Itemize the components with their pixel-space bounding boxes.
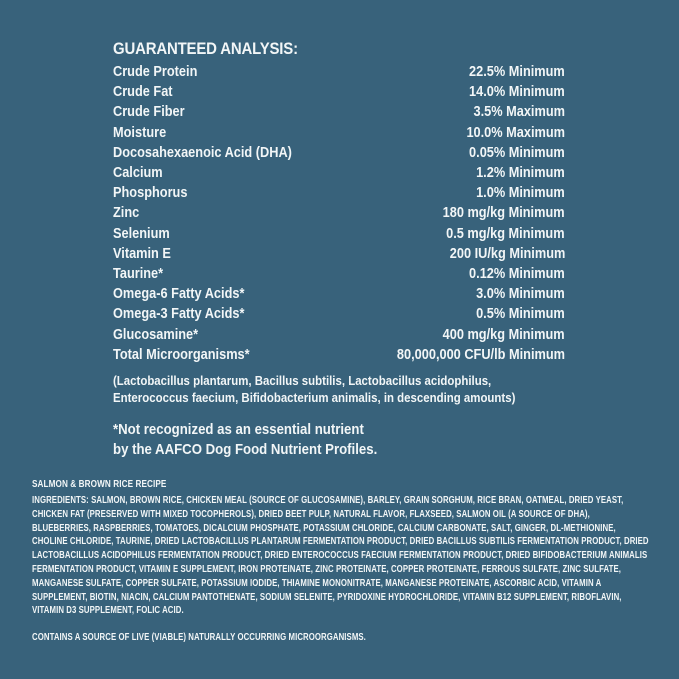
guaranteed-analysis-title-text: GUARANTEED ANALYSIS: (113, 39, 298, 58)
nutrient-name: Crude Fiber (113, 104, 185, 121)
nutrient-value: 200 IU/kg Minimum (449, 245, 565, 262)
contains-note: CONTAINS A SOURCE OF LIVE (VIABLE) NATURALLY OCCURRING MICROORGANISMS. (32, 632, 366, 644)
aafco-footnote (113, 420, 565, 460)
nutrient-name: Calcium (113, 165, 163, 182)
nutrient-value: 14.0% Minimum (469, 84, 565, 101)
nutrient-name: Taurine* (113, 265, 164, 282)
nutrient-value: 80,000,000 CFU/lb Minimum (396, 346, 565, 363)
nutrient-value: 10.0% Maximum (466, 124, 565, 141)
guaranteed-analysis-section (113, 39, 565, 460)
nutrient-value: 3.0% Minimum (476, 286, 565, 303)
nutrient-name: Omega-6 Fatty Acids* (113, 286, 245, 303)
nutrient-name: Moisture (113, 124, 167, 141)
analysis-row (113, 345, 565, 365)
nutrient-name: Docosahexaenoic Acid (DHA) (113, 144, 292, 161)
ingredients-text: SALMON, BROWN RICE, CHICKEN MEAL (SOURCE OF GLUCOSAMINE), BARLEY, GRAIN SORGHUM, RICE BRAN, OATMEAL, DRIED YEAST, CHICKEN FAT (PRESERVED WITH MIXED TOCOPHEROLS), DRIED BEET PULP, NATURAL FLAVOR, FLAXSEED, SALMON OIL (A SOURCE OF DHA), BLUEBERRIES, RASPBERRIES, TOMATOES, DICALCIUM PHOSPHATE, POTASSIUM CHLORIDE, CALCIUM CARBONATE, SALT, GINGER, DL-METHIONINE, CHOLINE CHLORIDE, TAURINE, DRIED LACTOBACILLUS PLANTARUM FERMENTATION PRODUCT, DRIED BACILLUS SUBTILIS FERMENTATION PRODUCT, DRIED LACTOBACILLUS ACIDOPHILUS FERMENTATION PRODUCT, DRIED ENTEROCOCCUS FAECIUM FERMENTATION PRODUCT, DRIED BIFIDOBACTERIUM ANIMALIS FERMENTATION PRODUCT, VITAMIN E SUPPLEMENT, IRON PROTEINATE, ZINC PROTEINATE, COPPER PROTEINATE, FERROUS SULFATE, ZINC SULFATE, MANGANESE SULFATE, COPPER SULFATE, POTASSIUM IODIDE, THIAMINE MONONITRATE, MANGANESE PROTEINATE, ASCORBIC ACID, VITAMIN A SUPPLEMENT, BIOTIN, NIACIN, CALCIUM PANTOTHENATE, SODIUM SELENITE, PYRIDOXINE HYDROCHLORIDE, VITAMIN B12 SUPPLEMENT, RIBOFLAVIN, VITAMIN D3 SUPPLEMENT, FOLIC ACID. (32, 495, 649, 617)
microorganisms-note-text: Enterococcus faecium, Bifidobacterium animalis, in descending amounts) (113, 389, 516, 405)
analysis-row (113, 284, 565, 304)
analysis-row (113, 143, 565, 163)
analysis-row (113, 123, 565, 143)
nutrient-name: Selenium (113, 225, 170, 242)
aafco-footnote-text: *Not recognized as an essential nutrient (113, 420, 364, 438)
nutrient-name: Total Microorganisms* (113, 346, 250, 363)
guaranteed-analysis-title (113, 39, 565, 61)
analysis-row (113, 224, 565, 244)
analysis-row (113, 62, 565, 82)
nutrient-value: 1.0% Minimum (476, 185, 565, 202)
analysis-row (113, 203, 565, 223)
microorganisms-note (113, 372, 565, 406)
ingredients-section (32, 478, 650, 644)
analysis-row (113, 324, 565, 344)
analysis-row (113, 264, 565, 284)
nutrient-value: 400 mg/kg Minimum (443, 326, 565, 343)
nutrient-value: 180 mg/kg Minimum (443, 205, 565, 222)
aafco-footnote-text: by the AAFCO Dog Food Nutrient Profiles. (113, 440, 378, 458)
analysis-row (113, 244, 565, 264)
nutrient-value: 0.12% Minimum (469, 265, 565, 282)
analysis-row (113, 82, 565, 102)
aafco-footnote-line (113, 440, 565, 460)
ingredients-label: INGREDIENTS: (32, 495, 89, 506)
aafco-footnote-line (113, 420, 565, 440)
analysis-table (113, 62, 565, 365)
analysis-row (113, 163, 565, 183)
recipe-name: SALMON & BROWN RICE RECIPE (32, 478, 167, 490)
nutrient-name: Zinc (113, 205, 140, 222)
nutrient-value: 0.05% Minimum (469, 144, 565, 161)
nutrient-value: 22.5% Minimum (469, 64, 565, 81)
microorganisms-note-line (113, 372, 565, 389)
analysis-row (113, 183, 565, 203)
nutrient-value: 3.5% Maximum (473, 104, 565, 121)
microorganisms-note-line (113, 389, 565, 406)
nutrient-value: 0.5 mg/kg Minimum (446, 225, 565, 242)
ingredients-paragraph (32, 494, 650, 618)
nutrient-name: Glucosamine* (113, 326, 199, 343)
nutrient-name: Crude Fat (113, 84, 173, 101)
nutrient-value: 0.5% Minimum (476, 306, 565, 323)
nutrient-name: Phosphorus (113, 185, 188, 202)
nutrient-name: Vitamin E (113, 245, 171, 262)
nutrient-name: Crude Protein (113, 64, 198, 81)
microorganisms-note-text: (Lactobacillus plantarum, Bacillus subtilis, Lactobacillus acidophilus, (113, 372, 492, 388)
analysis-row (113, 304, 565, 324)
nutrient-name: Omega-3 Fatty Acids* (113, 306, 245, 323)
nutrient-value: 1.2% Minimum (476, 165, 565, 182)
analysis-row (113, 102, 565, 122)
